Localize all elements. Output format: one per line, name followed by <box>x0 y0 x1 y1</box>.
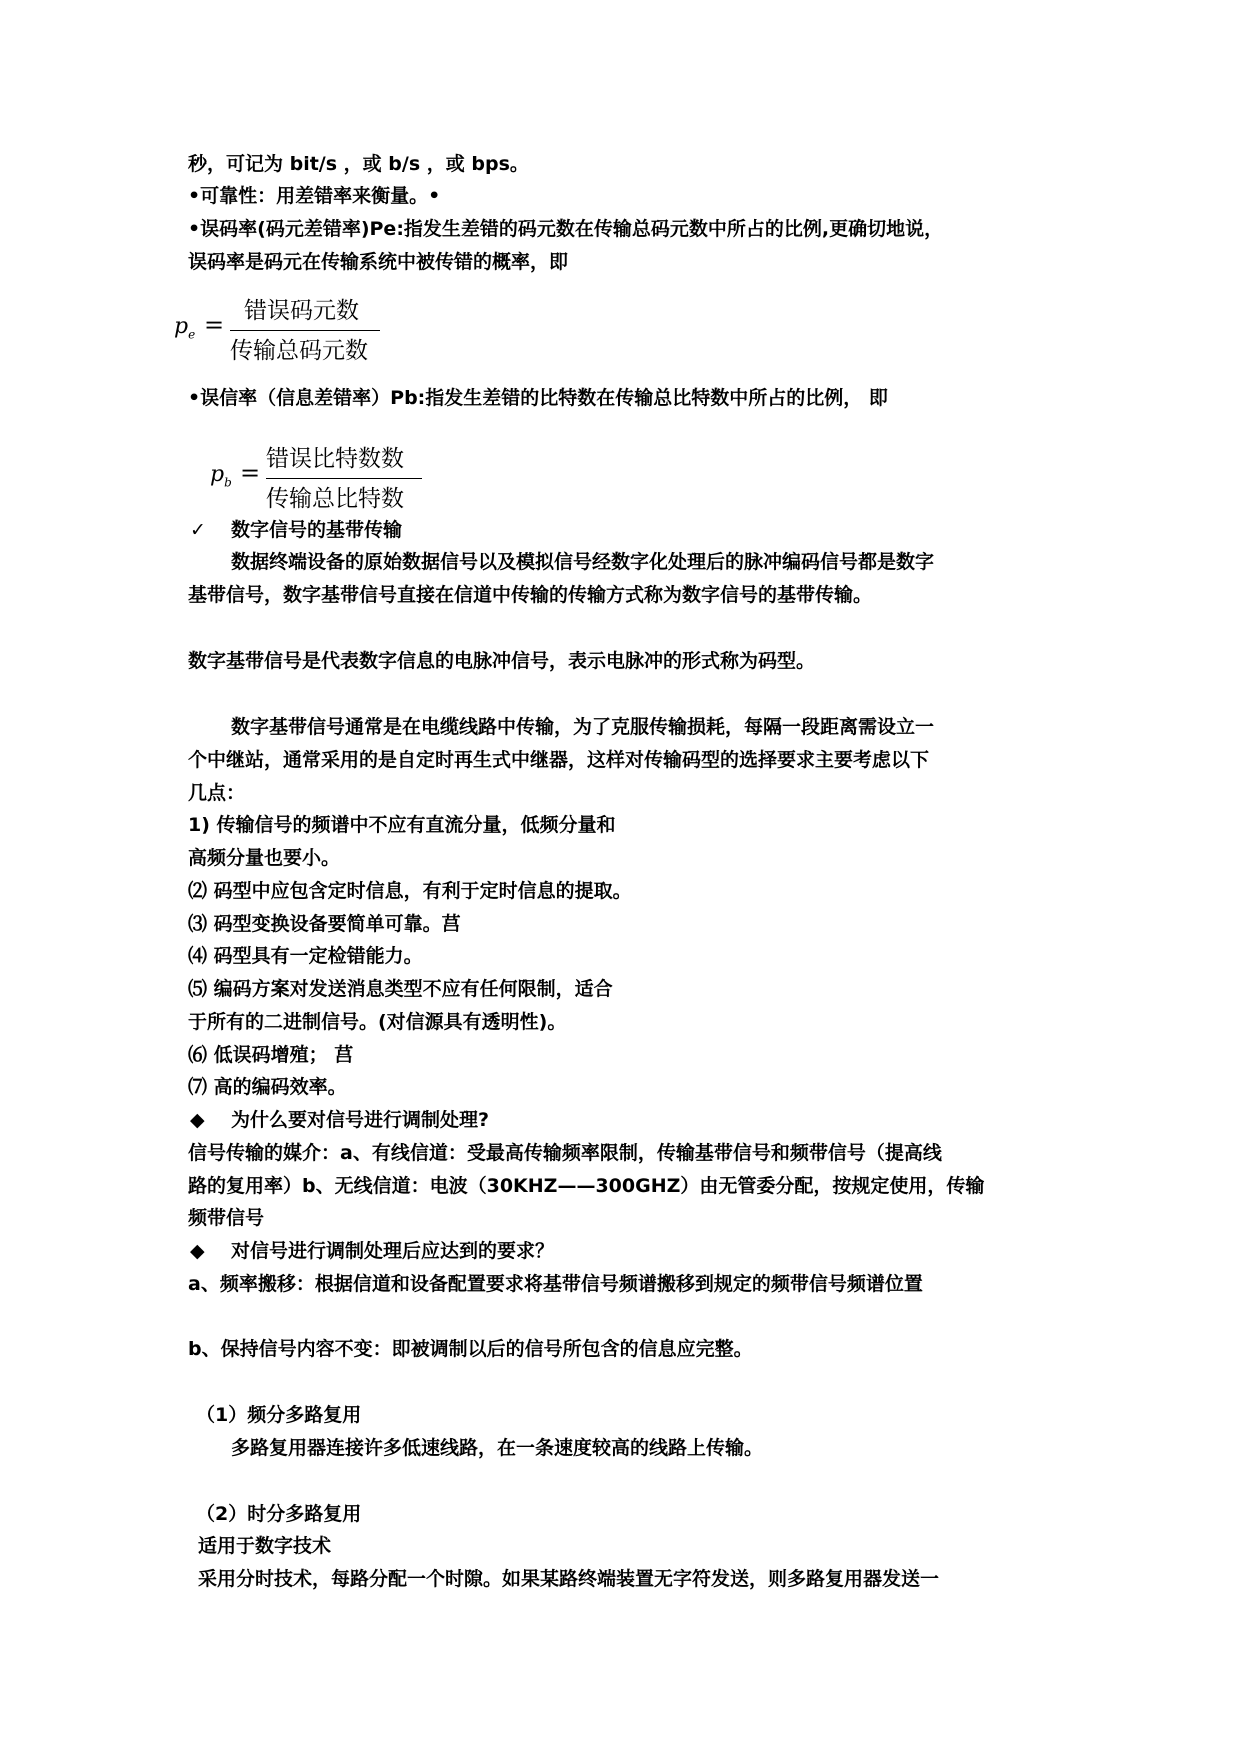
list-item: 1) 传输信号的频谱中不应有直流分量，低频分量和 <box>188 814 616 836</box>
list-item-continuation: 于所有的二进制信号。(对信源具有透明性)。 <box>188 1011 567 1033</box>
equals-sign: = <box>204 311 225 339</box>
text-line: b、保持信号内容不变：即被调制以后的信号所包含的信息应完整。 <box>188 1338 753 1360</box>
section-heading: 对信号进行调制处理后应达到的要求？ <box>231 1240 555 1262</box>
formula-pb <box>210 440 430 518</box>
text-line: 数字基带信号是代表数字信息的电脉冲信号，表示电脉冲的形式称为码型。 <box>188 650 816 672</box>
text-line: 基带信号，数字基带信号直接在信道中传输的传输方式称为数字信号的基带传输。 <box>188 584 873 606</box>
text-line: 适用于数字技术 <box>198 1535 332 1557</box>
formula-numerator: 错误比特数数 <box>266 446 404 472</box>
diamond-bullet-icon: ◆ <box>190 1240 205 1262</box>
text-line: 数字基带信号通常是在电缆线路中传输，为了克服传输损耗，每隔一段距离需设立一 <box>231 716 935 738</box>
list-item: ⑷ 码型具有一定检错能力。 <box>188 945 423 967</box>
formula-variable: $p_e$ <box>174 314 196 342</box>
list-item: ⑵ 码型中应包含定时信息，有利于定时信息的提取。 <box>188 880 632 902</box>
text-line: 频带信号 <box>188 1207 265 1229</box>
list-item: ⑹ 低误码增殖； 莒 <box>188 1044 354 1066</box>
section-heading: 数字信号的基带传输 <box>231 519 403 541</box>
formula-pe <box>174 292 394 370</box>
text-line: 多路复用器连接许多低速线路，在一条速度较高的线路上传输。 <box>231 1437 764 1459</box>
text-line: 几点： <box>188 782 246 804</box>
text-line: 个中继站，通常采用的是自定时再生式中继器，这样对传输码型的选择要求主要考虑以下 <box>188 749 930 771</box>
section-heading: 为什么要对信号进行调制处理? <box>231 1109 490 1131</box>
formula-numerator: 错误码元数 <box>244 298 359 324</box>
text-line: 数据终端设备的原始数据信号以及模拟信号经数字化处理后的脉冲编码信号都是数字 <box>231 551 935 573</box>
list-item: ⑸ 编码方案对发送消息类型不应有任何限制，适合 <box>188 978 613 1000</box>
text-line: •可靠性：用差错率来衡量。• <box>188 185 441 207</box>
section-heading: （2）时分多路复用 <box>196 1503 362 1525</box>
list-item: ⑶ 码型变换设备要简单可靠。莒 <box>188 913 461 935</box>
list-item: ⑺ 高的编码效率。 <box>188 1076 347 1098</box>
formula-variable: $p_b$ <box>210 462 232 490</box>
text-line: 秒，可记为 bit/s ，或 b/s ，或 bps。 <box>188 153 529 175</box>
section-heading: （1）频分多路复用 <box>196 1404 362 1426</box>
check-icon: ✓ <box>190 519 206 541</box>
fraction-bar <box>230 330 380 331</box>
equals-sign: = <box>240 459 261 487</box>
text-line: 采用分时技术，每路分配一个时隙。如果某路终端装置无字符发送，则多路复用器发送一 <box>198 1568 940 1590</box>
list-item-continuation: 高频分量也要小。 <box>188 847 341 869</box>
formula-denominator: 传输总码元数 <box>230 338 368 364</box>
text-line: a、频率搬移：根据信道和设备配置要求将基带信号频谱搬移到规定的频带信号频谱位置 <box>188 1273 923 1295</box>
formula-denominator: 传输总比特数 <box>266 486 404 512</box>
diamond-bullet-icon: ◆ <box>190 1109 205 1131</box>
text-line: 路的复用率）b、无线信道：电波（30KHZ——300GHZ）由无管委分配，按规定使用，传输 <box>188 1175 985 1197</box>
text-line: 信号传输的媒介：a、有线信道：受最高传输频率限制，传输基带信号和频带信号（提高线 <box>188 1142 942 1164</box>
text-line: 误码率是码元在传输系统中被传错的概率，即 <box>188 251 569 273</box>
fraction-bar <box>266 478 422 479</box>
text-line: •误信率（信息差错率）Pb:指发生差错的比特数在传输总比特数中所占的比例， 即 <box>188 387 888 409</box>
text-line: •误码率(码元差错率)Pe:指发生差错的码元数在传输总码元数中所占的比例,更确切地说， <box>188 218 944 240</box>
